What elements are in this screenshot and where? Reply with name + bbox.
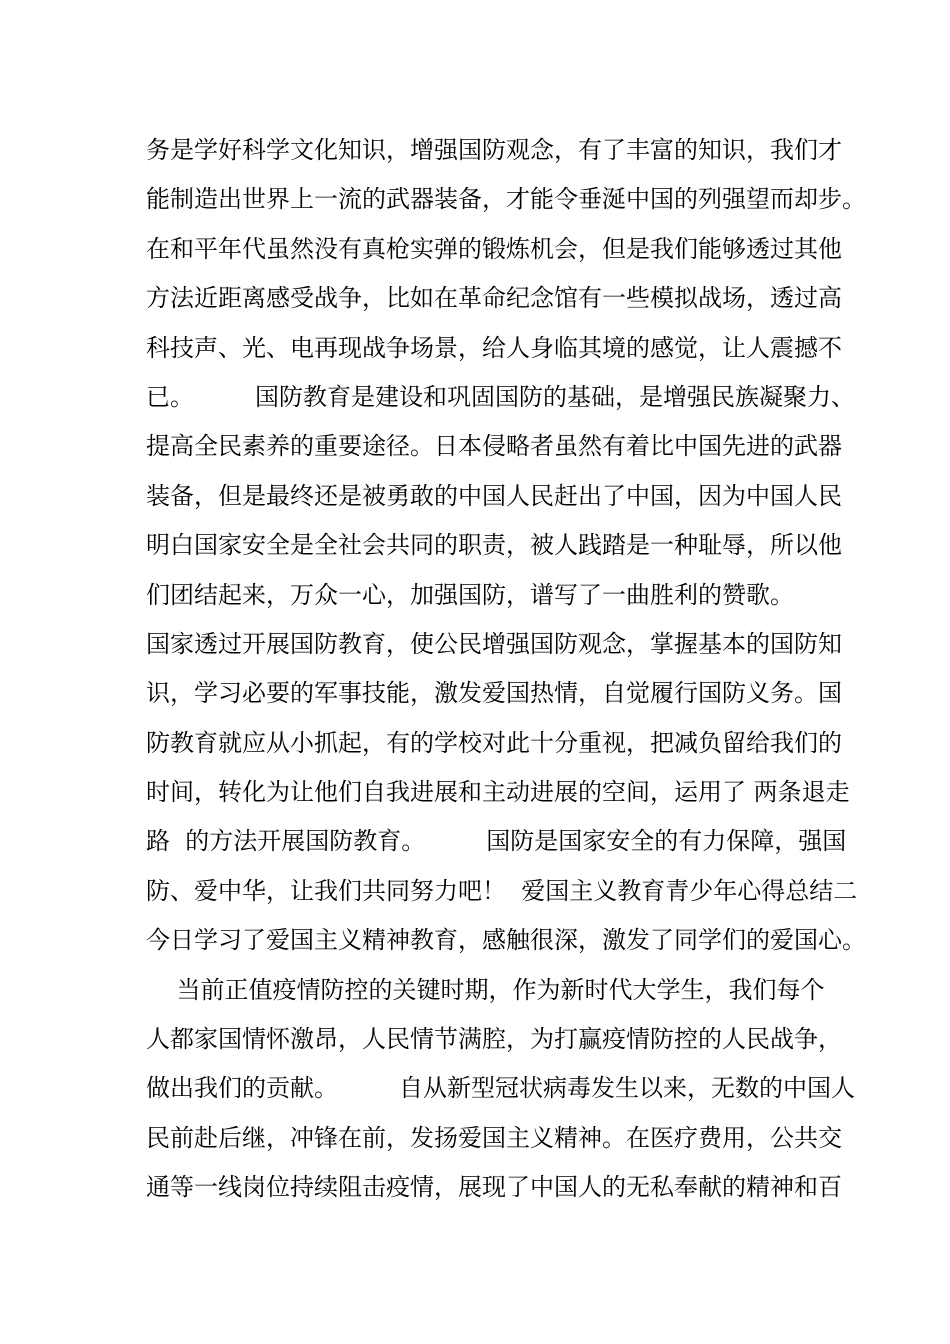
text-line: 今日学习了爱国主义精神教育，感触很深，激发了同学们的爱国心。 [146, 926, 866, 955]
text-line: 务是学好科学文化知识，增强国防观念，有了丰富的知识，我们才 [146, 136, 842, 164]
text-line: 能制造出世界上一流的武器装备，才能令垂涎中国的列强望而却步。 [146, 185, 866, 214]
text-line: 时间，转化为让他们自我进展和主动进展的空间，运用了 两条退走 [146, 778, 850, 807]
text-line: 人都家国情怀激昂，人民情节满腔，为打赢疫情防控的人民战争， [146, 1025, 842, 1054]
text-line: 们团结起来，万众一心，加强国防，谱写了一曲胜利的赞歌。 [146, 580, 794, 609]
text-line: 识，学习必要的军事技能，激发爱国热情，自觉履行国防义务。国 [146, 679, 842, 708]
text-line: 方法近距离感受战争，比如在革命纪念馆有一些模拟战场，透过高 [146, 284, 842, 313]
text-line: 装备，但是最终还是被勇敢的中国人民赶出了中国，因为中国人民 [146, 481, 842, 510]
text-line: 防教育就应从小抓起，有的学校对此十分重视，把减负留给我们的 [146, 728, 842, 757]
body-text [146, 126, 866, 1213]
text-line: 民前赴后继，冲锋在前，发扬爱国主义精神。在医疗费用，公共交 [146, 1123, 842, 1152]
text-line: 通等一线岗位持续阻击疫情，展现了中国人的无私奉献的精神和百 [146, 1173, 842, 1202]
text-line: 路 的方法开展国防教育。 国防是国家安全的有力保障，强国 [146, 827, 847, 856]
text-line: 提高全民素养的重要途径。日本侵略者虽然有着比中国先进的武器 [146, 432, 842, 461]
text-line: 做出我们的贡献。 自从新型冠状病毒发生以来，无数的中国人 [146, 1074, 856, 1103]
text-line: 科技声、光、电再现战争场景，给人身临其境的感觉，让人震撼不 [146, 333, 842, 362]
text-line: 当前正值疫情防控的关键时期，作为新时代大学生，我们每个 [146, 975, 825, 1004]
text-line: 在和平年代虽然没有真枪实弹的锻炼机会，但是我们能够透过其他 [146, 234, 842, 263]
text-line: 国家透过开展国防教育，使公民增强国防观念，掌握基本的国防知 [146, 629, 842, 658]
text-line: 明白国家安全是全社会共同的职责，被人践踏是一种耻辱，所以他 [146, 531, 842, 560]
text-line: 已。 国防教育是建设和巩固国防的基础，是增强民族凝聚力、 [146, 382, 856, 411]
text-line: 防、爱中华，让我们共同努力吧！ 爱国主义教育青少年心得总结二 [146, 876, 858, 905]
